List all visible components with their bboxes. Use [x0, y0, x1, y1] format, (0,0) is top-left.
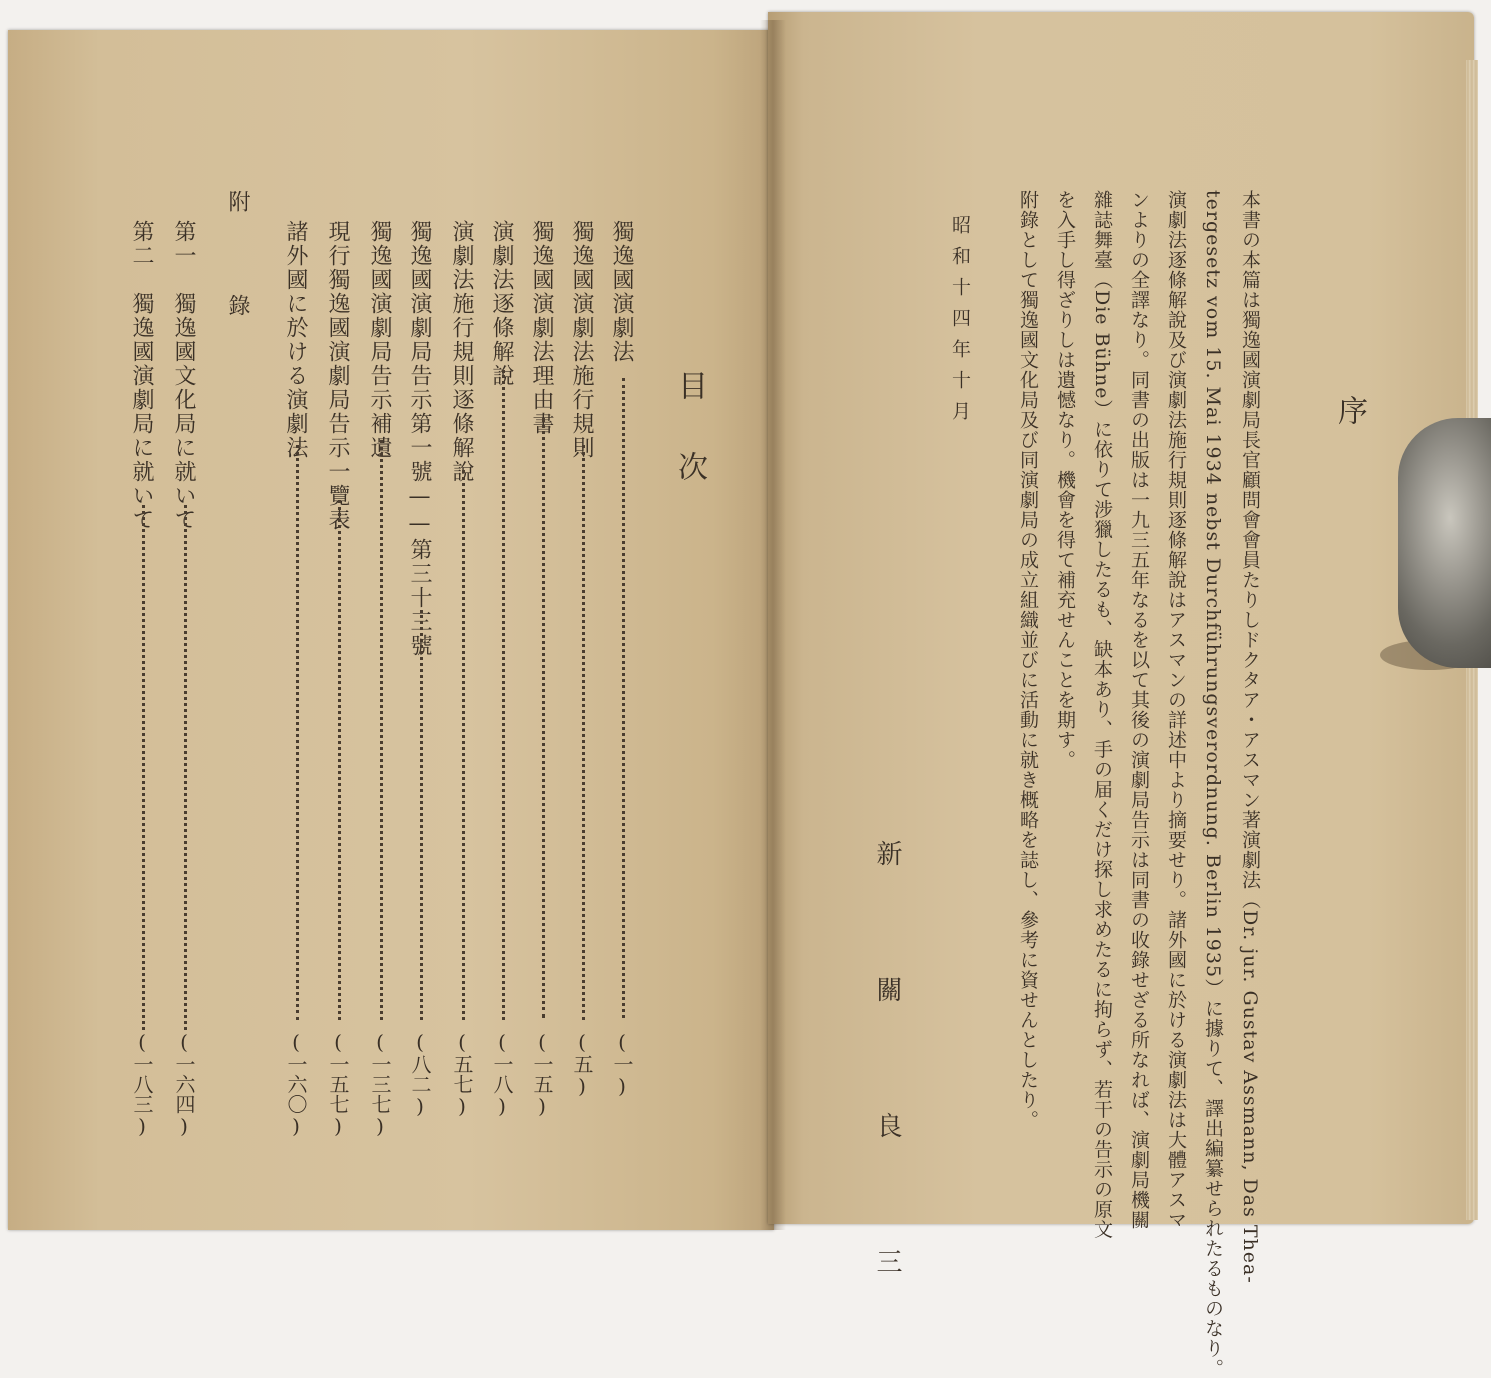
- toc-leader: [184, 505, 187, 1030]
- toc-leader: [582, 445, 585, 1020]
- book-gutter: [760, 20, 786, 1230]
- toc-entry-label: 現行獨逸國演劇局告示一覽表: [325, 220, 350, 532]
- toc-entry-label: 獨逸國演劇法: [609, 220, 634, 364]
- appendix-entry-label: 第二 獨逸國演劇局に就いて: [129, 220, 154, 532]
- toc-leader: [622, 378, 625, 1018]
- toc-entry-label: 獨逸國演劇法理由書: [529, 220, 554, 436]
- toc-leader: [142, 505, 145, 1030]
- toc-entry-page: (五七): [450, 1030, 474, 1118]
- toc-entry-page: (五): [570, 1030, 594, 1098]
- paperweight-stone: [1398, 418, 1491, 668]
- toc-entry-label: 獨逸國演劇法施行規則: [569, 220, 594, 460]
- appendix-entry-page: (一八三): [130, 1030, 154, 1138]
- appendix-entry-label: 第一 獨逸國文化局に就いて: [171, 220, 196, 532]
- toc-leader: [542, 418, 545, 1018]
- toc-entry-page: (一八): [490, 1030, 514, 1118]
- preface-line: 本書の本篇は獨逸國演劇局長官顧問會會員たりしドクタア・アスマン著演劇法（Dr. jur. Gustav Assmann, Das Thea-: [1239, 190, 1261, 1284]
- preface-line: tergesetz vom 15. Mai 1934 nebst Durchführungsverordnung. Berlin 1935）に據りて、譯出編纂せられたるものなり。: [1202, 190, 1224, 1378]
- preface-line: ンよりの全譯なり。同書の出版は一九三五年なるを以て其後の演劇局告示は同書の收錄せざる所なれば、演劇局機關: [1128, 190, 1150, 1230]
- preface-date: 昭和十四年十月: [949, 215, 971, 432]
- toc-title: 目 次: [672, 370, 707, 489]
- toc-entry-page: (一六〇): [284, 1030, 308, 1138]
- appendix-entry-page: (一六四): [172, 1030, 196, 1138]
- toc-entry-label: 演劇法逐條解說: [489, 220, 514, 388]
- toc-leader: [380, 440, 383, 1020]
- preface-line: を入手し得ざりしは遺憾なり。機會を得て補充せんことを期す。: [1054, 190, 1076, 770]
- toc-entry-label: 演劇法施行規則逐條解說: [449, 220, 474, 484]
- toc-entry-label: 獨逸國演劇局告示補遺: [367, 220, 392, 460]
- toc-leader: [502, 370, 505, 1020]
- preface-signature: 新 關 良 三: [872, 840, 902, 1314]
- toc-leader: [296, 445, 299, 1020]
- preface-line: 演劇法逐條解說及び演劇法施行規則逐條解說はアスマンの詳述中より摘要せり。諸外國に於ける演劇法は大體アスマ: [1165, 190, 1187, 1230]
- toc-leader: [338, 500, 341, 1020]
- toc-entry-page: (一三七): [368, 1030, 392, 1138]
- preface-title: 序: [1332, 395, 1367, 433]
- toc-entry-page: (一五七): [326, 1030, 350, 1138]
- toc-leader: [462, 470, 465, 1020]
- toc-entry-page: (八二): [408, 1030, 432, 1118]
- toc-entry-page: (一五): [530, 1030, 554, 1118]
- toc-entry-label: 諸外國に於ける演劇法: [283, 220, 308, 460]
- preface-line: 附錄として獨逸國文化局及び同演劇局の成立組織並びに活動に就き概略を誌し、參考に資せんとしたり。: [1017, 190, 1039, 1130]
- toc-entry-page: (一): [610, 1030, 634, 1098]
- toc-entry-label: 獨逸國演劇局告示第一號——第三十三號: [407, 220, 432, 658]
- appendix-heading: 附 錄: [225, 190, 250, 346]
- toc-leader: [420, 610, 423, 1020]
- preface-line: 雜誌舞臺（Die Bühne）に依りて涉獵したるも、缺本あり、手の届くだけ探し求めたるに拘らず、若干の告示の原文: [1091, 190, 1113, 1240]
